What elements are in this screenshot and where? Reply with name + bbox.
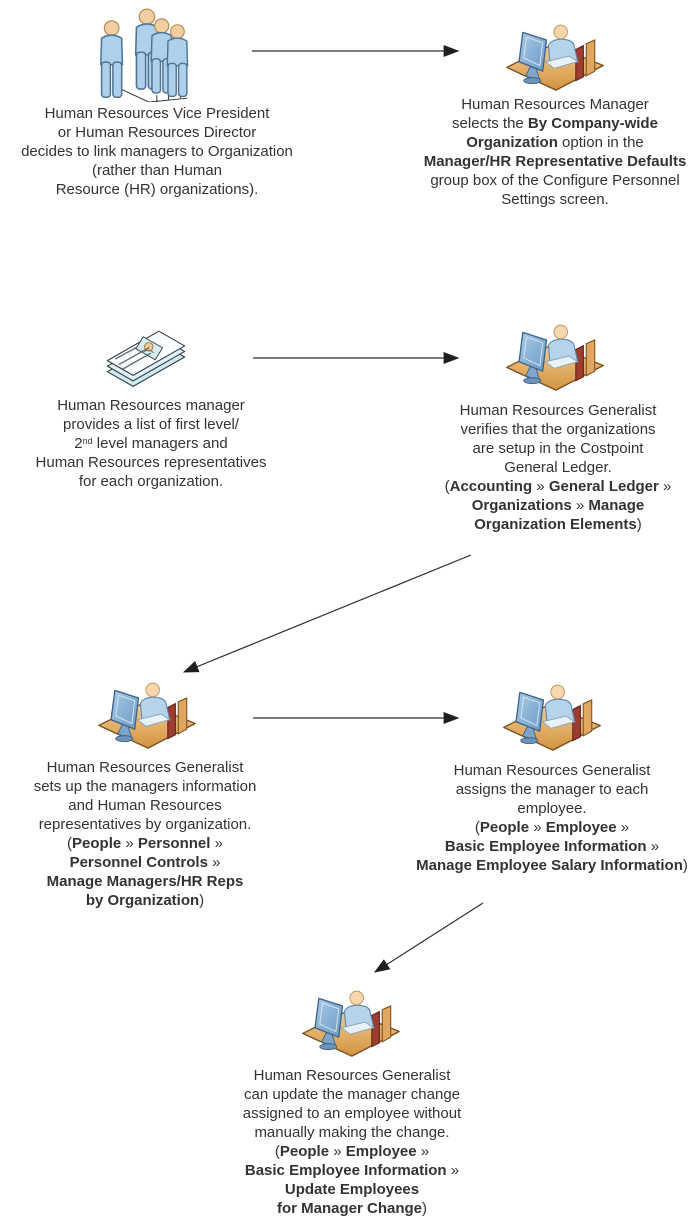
person-at-computer-icon bbox=[500, 22, 610, 92]
caption-line: Update Employees bbox=[284, 1181, 420, 1198]
caption-line: for each organization. bbox=[78, 473, 224, 490]
caption-line: assigns the manager to each bbox=[455, 781, 649, 798]
arrow-4 bbox=[184, 555, 471, 672]
caption-line: and Human Resources bbox=[68, 797, 222, 814]
caption-line: (rather than Human bbox=[91, 162, 223, 179]
caption-line: sets up the managers information bbox=[33, 778, 257, 795]
caption-line: Basic Employee Information » bbox=[444, 838, 660, 855]
caption-line: Basic Employee Information » bbox=[244, 1162, 460, 1179]
person-at-computer-icon bbox=[92, 680, 202, 750]
caption-line: Human Resources Generalist bbox=[253, 1067, 451, 1084]
caption-line: Human Resources representatives bbox=[35, 454, 267, 471]
person-at-computer-icon bbox=[497, 682, 607, 752]
caption-line: Resource (HR) organizations). bbox=[55, 181, 259, 198]
caption-line: are setup in the Costpoint bbox=[472, 440, 644, 457]
node-caption bbox=[192, 1066, 512, 1218]
caption-line: Human Resources Generalist bbox=[453, 762, 651, 779]
caption-line: Personnel Controls » bbox=[69, 854, 221, 871]
node-caption bbox=[395, 95, 698, 209]
caption-line: Settings screen. bbox=[501, 191, 609, 208]
caption-line: provides a list of first level/ bbox=[63, 416, 239, 433]
caption-line: or Human Resources Director bbox=[57, 124, 257, 141]
arrow-5 bbox=[375, 903, 483, 972]
caption-line: decides to link managers to Organization bbox=[21, 143, 293, 160]
node-caption bbox=[0, 758, 305, 910]
node-caption bbox=[0, 104, 317, 199]
caption-line: Human Resources Vice President bbox=[44, 105, 270, 122]
caption-line: (Accounting » General Ledger » bbox=[444, 478, 672, 495]
caption-line: Manage Employee Salary Information) bbox=[416, 857, 688, 874]
caption-line: can update the manager change bbox=[244, 1086, 460, 1103]
caption-line: by Organization) bbox=[85, 892, 205, 909]
caption-line: group box of the Configure Personnel bbox=[430, 172, 680, 189]
caption-line: for Manager Change) bbox=[276, 1200, 428, 1217]
caption-line: manually making the change. bbox=[254, 1124, 450, 1141]
caption-line: selects the By Company-wide bbox=[452, 115, 658, 132]
caption-line: Organizations » Manage bbox=[471, 497, 645, 514]
caption-line: Organization Elements) bbox=[474, 516, 642, 533]
caption-line: 2nd level managers and bbox=[74, 435, 228, 452]
caption-line: employee. bbox=[517, 800, 587, 817]
person-at-computer-icon bbox=[500, 322, 610, 392]
node-caption bbox=[0, 396, 311, 491]
people-group-icon bbox=[92, 6, 200, 102]
caption-line: representatives by organization. bbox=[38, 816, 252, 833]
caption-line: Manage Managers/HR Reps bbox=[46, 873, 244, 890]
person-at-computer-icon bbox=[296, 988, 406, 1058]
caption-line: assigned to an employee without bbox=[242, 1105, 462, 1122]
node-caption bbox=[392, 761, 698, 875]
caption-line: verifies that the organizations bbox=[460, 421, 656, 438]
caption-line: Manager/HR Representative Defaults bbox=[423, 153, 687, 170]
caption-line: (People » Employee » bbox=[274, 1143, 430, 1160]
caption-line: General Ledger. bbox=[504, 459, 612, 476]
caption-line: Human Resources manager bbox=[57, 397, 245, 414]
node-caption bbox=[398, 401, 698, 534]
caption-line: (People » Personnel » bbox=[67, 835, 223, 852]
caption-line: Human Resources Generalist bbox=[46, 759, 244, 776]
caption-line: Human Resources Generalist bbox=[459, 402, 657, 419]
caption-line: (People » Employee » bbox=[474, 819, 630, 836]
caption-line: Organization option in the bbox=[466, 134, 644, 151]
caption-line: Human Resources Manager bbox=[461, 96, 649, 113]
documents-stack-icon bbox=[100, 322, 192, 391]
